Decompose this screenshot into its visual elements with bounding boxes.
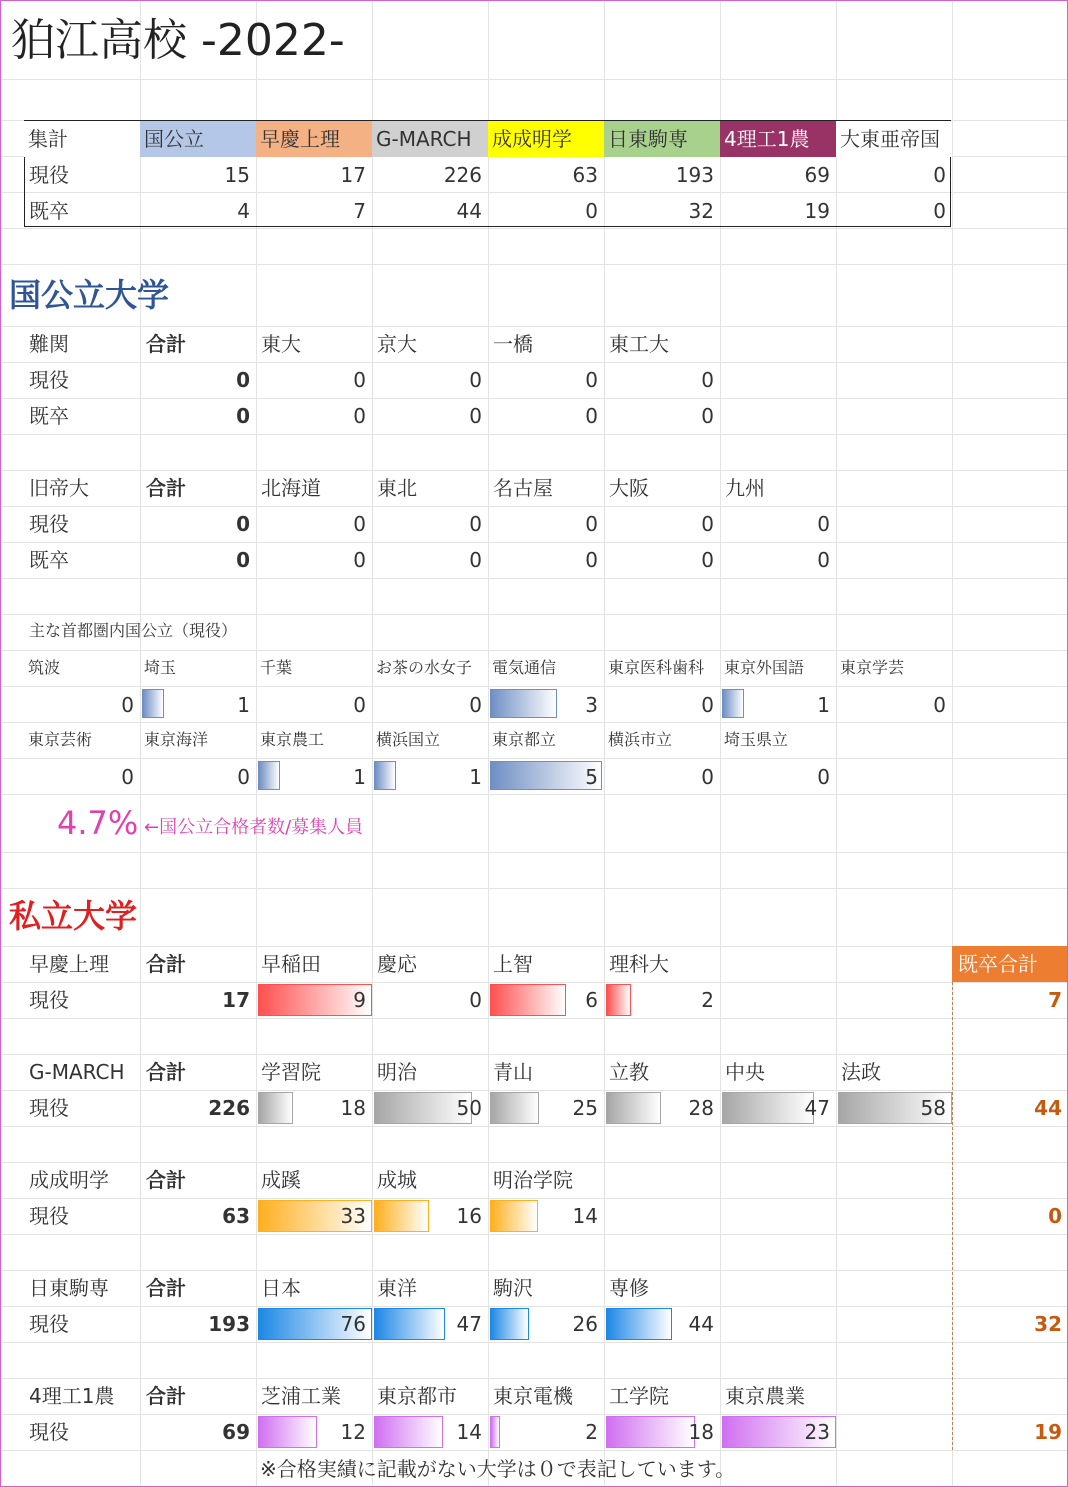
- private-heading: 私立大学: [9, 897, 138, 935]
- public-value: 0: [817, 512, 830, 536]
- private-uni-name: 学習院: [261, 1060, 321, 1084]
- metro-value: 0: [237, 765, 250, 789]
- metro-uni-name: 電気通信: [492, 658, 557, 677]
- metro-uni-name: 東京医科歯科: [608, 658, 705, 677]
- private-group-label: 成成明学: [29, 1168, 109, 1192]
- private-uni-name: 成蹊: [261, 1168, 301, 1192]
- private-uni-name: 立教: [609, 1060, 649, 1084]
- grid-row: [1, 852, 1067, 853]
- summary-table: [24, 120, 951, 227]
- grid-row: [1, 614, 1067, 615]
- private-uni-name: 芝浦工業: [261, 1384, 341, 1408]
- public-value: 0: [701, 368, 714, 392]
- summary-header-label: 集計: [28, 127, 68, 151]
- summary-value: 226: [443, 163, 482, 187]
- public-group-label: 難関: [29, 332, 69, 356]
- grid-row: [1, 1090, 1067, 1091]
- metro-value: 0: [469, 693, 482, 717]
- summary-value: 15: [224, 163, 250, 187]
- grid-row: [1, 228, 1067, 229]
- summary-header-label: G-MARCH: [376, 127, 472, 151]
- footnote: ※合格実績に記載がない大学は０で表記しています。: [260, 1457, 736, 1481]
- public-value: 0: [353, 512, 366, 536]
- private-value: 18: [688, 1420, 714, 1444]
- public-value: 0: [585, 548, 598, 572]
- private-uni-name: 専修: [609, 1276, 649, 1300]
- metro-value: 1: [469, 765, 482, 789]
- grid-row: [1, 794, 1067, 795]
- private-uni-name: 明治: [377, 1060, 417, 1084]
- summary-header-cell: [140, 121, 256, 157]
- grid-row: [1, 722, 1067, 723]
- metro-value: 0: [701, 693, 714, 717]
- summary-header-label: 早慶上理: [260, 127, 340, 151]
- metro-uni-name: お茶の水女子: [376, 658, 473, 677]
- summary-header-label: 大東亜帝国: [840, 127, 940, 151]
- metro-uni-name: 東京海洋: [144, 730, 209, 749]
- private-uni-name: 中央: [725, 1060, 765, 1084]
- private-value: 44: [688, 1312, 714, 1336]
- public-total-label: 合計: [146, 476, 186, 500]
- kisotsu-value: 7: [1048, 988, 1062, 1012]
- grid-row: [1, 1270, 1067, 1271]
- private-uni-name: 東京都市: [377, 1384, 457, 1408]
- kisotsu-header: [952, 946, 1067, 982]
- summary-header-label: 成成明学: [492, 127, 572, 151]
- grid-row: [1, 1306, 1067, 1307]
- metro-uni-name: 横浜国立: [376, 730, 441, 749]
- public-group-label: 旧帝大: [29, 476, 89, 500]
- private-total-value: 193: [208, 1312, 250, 1336]
- summary-value: 17: [340, 163, 366, 187]
- private-total-label: 合計: [146, 1168, 186, 1192]
- public-value: 0: [469, 404, 482, 428]
- private-uni-name: 成城: [377, 1168, 417, 1192]
- metro-uni-name: 千葉: [260, 658, 293, 677]
- private-uni-name: 明治学院: [493, 1168, 573, 1192]
- summary-value: 193: [675, 163, 714, 187]
- grid-row: [1, 79, 1067, 80]
- grid-row: [1, 326, 1067, 327]
- metro-value: 0: [121, 693, 134, 717]
- grid-row: [1, 1198, 1067, 1199]
- summary-header-cell: [488, 121, 604, 157]
- metro-uni-name: 埼玉: [144, 658, 177, 677]
- private-uni-name: 東京電機: [493, 1384, 573, 1408]
- private-group-label: 4理工1農: [29, 1384, 115, 1408]
- private-value: 47: [456, 1312, 482, 1336]
- public-uni-name: 東工大: [609, 332, 669, 356]
- grid-row: [1, 398, 1067, 399]
- metro-value: 0: [933, 693, 946, 717]
- grid-row: [1, 758, 1067, 759]
- metro-value: 3: [585, 693, 598, 717]
- grid-row: [1, 1126, 1067, 1127]
- summary-value: 0: [933, 199, 946, 223]
- private-uni-name: 駒沢: [493, 1276, 533, 1300]
- public-total-label: 合計: [146, 332, 186, 356]
- grid-row: [1, 1378, 1067, 1379]
- private-uni-name: 慶応: [377, 952, 417, 976]
- private-uni-name: 青山: [493, 1060, 533, 1084]
- private-total-value: 69: [222, 1420, 250, 1444]
- grid-row: [1, 1018, 1067, 1019]
- summary-value: 63: [572, 163, 598, 187]
- grid-row: [1, 1162, 1067, 1163]
- private-group-label: 日東駒専: [29, 1276, 109, 1300]
- private-value: 14: [572, 1204, 598, 1228]
- metro-uni-name: 東京都立: [492, 730, 557, 749]
- metro-value: 0: [121, 765, 134, 789]
- public-value: 0: [353, 404, 366, 428]
- public-row-label: 既卒: [29, 548, 69, 572]
- public-value: 0: [469, 512, 482, 536]
- summary-value: 0: [585, 199, 598, 223]
- summary-header-cell: [372, 121, 488, 157]
- private-uni-name: 日本: [261, 1276, 301, 1300]
- metro-uni-name: 東京学芸: [840, 658, 905, 677]
- metro-value: 0: [817, 765, 830, 789]
- private-uni-name: 東洋: [377, 1276, 417, 1300]
- public-value: 0: [353, 368, 366, 392]
- summary-value: 4: [237, 199, 250, 223]
- public-value: 0: [585, 404, 598, 428]
- private-row-label: 現役: [29, 1420, 69, 1444]
- private-value: 16: [456, 1204, 482, 1228]
- summary-value: 44: [456, 199, 482, 223]
- grid-row: [1, 982, 1067, 983]
- kisotsu-value: 0: [1048, 1204, 1062, 1228]
- public-ratio-note: ←国公立合格者数/募集人員: [144, 817, 364, 838]
- private-total-value: 63: [222, 1204, 250, 1228]
- metro-uni-name: 埼玉県立: [724, 730, 789, 749]
- public-value: 0: [817, 548, 830, 572]
- public-heading: 国公立大学: [9, 276, 170, 314]
- private-total-value: 17: [222, 988, 250, 1012]
- private-row-label: 現役: [29, 1096, 69, 1120]
- kisotsu-header-label: 既卒合計: [958, 952, 1038, 976]
- grid-row: [1, 1234, 1067, 1235]
- metro-value: 0: [701, 765, 714, 789]
- summary-header-cell: [836, 121, 952, 157]
- private-uni-name: 工学院: [609, 1384, 669, 1408]
- metro-value: 1: [237, 693, 250, 717]
- public-uni-name: 一橋: [493, 332, 533, 356]
- private-value: 33: [340, 1204, 366, 1228]
- public-row-label: 既卒: [29, 404, 69, 428]
- page-title: 狛江高校 -2022-: [11, 15, 345, 66]
- summary-value: 69: [804, 163, 830, 187]
- public-value: 0: [701, 548, 714, 572]
- public-uni-name: 北海道: [261, 476, 321, 500]
- private-group-label: 早慶上理: [29, 952, 109, 976]
- grid-row: [1, 946, 1067, 947]
- private-value: 25: [572, 1096, 598, 1120]
- private-row-label: 現役: [29, 988, 69, 1012]
- grid-row: [1, 264, 1067, 265]
- private-value: 0: [469, 988, 482, 1012]
- grid-row: [1, 888, 1067, 889]
- public-total-value: 0: [236, 404, 250, 428]
- public-value: 0: [701, 404, 714, 428]
- private-row-label: 現役: [29, 1204, 69, 1228]
- grid-row: [1, 542, 1067, 543]
- public-uni-name: 東北: [377, 476, 417, 500]
- private-uni-name: 理科大: [609, 952, 669, 976]
- private-value: 14: [456, 1420, 482, 1444]
- metro-uni-name: 筑波: [28, 658, 61, 677]
- public-row-label: 現役: [29, 368, 69, 392]
- private-value: 58: [920, 1096, 946, 1120]
- public-value: 0: [585, 368, 598, 392]
- summary-value: 19: [804, 199, 830, 223]
- public-total-value: 0: [236, 368, 250, 392]
- summary-row-label: 現役: [29, 163, 69, 187]
- private-value: 50: [456, 1096, 482, 1120]
- grid-row: [1, 1342, 1067, 1343]
- metro-value: 1: [817, 693, 830, 717]
- public-value: 0: [353, 548, 366, 572]
- grid-row: [1, 362, 1067, 363]
- public-value: 0: [585, 512, 598, 536]
- private-value: 18: [340, 1096, 366, 1120]
- public-value: 0: [469, 368, 482, 392]
- grid-row: [1, 686, 1067, 687]
- grid-row: [1, 650, 1067, 651]
- private-uni-name: 上智: [493, 952, 533, 976]
- public-uni-name: 大阪: [609, 476, 649, 500]
- private-total-value: 226: [208, 1096, 250, 1120]
- private-value: 2: [701, 988, 714, 1012]
- private-value: 47: [804, 1096, 830, 1120]
- public-value: 0: [469, 548, 482, 572]
- private-uni-name: 東京農業: [725, 1384, 805, 1408]
- public-ratio: 4.7%: [57, 804, 139, 842]
- metro-uni-name: 横浜市立: [608, 730, 673, 749]
- summary-value: 0: [933, 163, 946, 187]
- public-total-value: 0: [236, 512, 250, 536]
- kisotsu-value: 44: [1034, 1096, 1062, 1120]
- private-value: 2: [585, 1420, 598, 1444]
- private-value: 9: [353, 988, 366, 1012]
- public-uni-name: 名古屋: [493, 476, 553, 500]
- kisotsu-value: 19: [1034, 1420, 1062, 1444]
- summary-header-cell: [604, 121, 720, 157]
- private-total-label: 合計: [146, 1276, 186, 1300]
- public-uni-name: 東大: [261, 332, 301, 356]
- summary-row-label: 既卒: [29, 199, 69, 223]
- private-value: 76: [340, 1312, 366, 1336]
- metro-value: 1: [353, 765, 366, 789]
- metro-value: 5: [585, 765, 598, 789]
- summary-header-label: 日東駒専: [608, 127, 688, 151]
- grid-row: [1, 1414, 1067, 1415]
- public-uni-name: 九州: [725, 476, 765, 500]
- private-uni-name: 法政: [841, 1060, 881, 1084]
- summary-value: 7: [353, 199, 366, 223]
- grid-row: [1, 506, 1067, 507]
- metro-value: 0: [353, 693, 366, 717]
- summary-header-cell: [720, 121, 836, 157]
- grid-row: [1, 1054, 1067, 1055]
- summary-header-cell: [24, 121, 140, 157]
- summary-header-cell: [256, 121, 372, 157]
- private-uni-name: 早稲田: [261, 952, 321, 976]
- private-group-label: G-MARCH: [29, 1060, 125, 1084]
- private-value: 23: [804, 1420, 830, 1444]
- private-value: 28: [688, 1096, 714, 1120]
- private-value: 12: [340, 1420, 366, 1444]
- private-value: 26: [572, 1312, 598, 1336]
- summary-header-label: 4理工1農: [724, 127, 810, 151]
- grid-row: [1, 578, 1067, 579]
- grid-row: [1, 470, 1067, 471]
- kisotsu-value: 32: [1034, 1312, 1062, 1336]
- private-row-label: 現役: [29, 1312, 69, 1336]
- public-uni-name: 京大: [377, 332, 417, 356]
- metro-title: 主な首都圏内国公立（現役）: [29, 621, 238, 640]
- public-total-value: 0: [236, 548, 250, 572]
- summary-value: 32: [688, 199, 714, 223]
- summary-header-label: 国公立: [144, 127, 204, 151]
- private-value: 6: [585, 988, 598, 1012]
- public-value: 0: [701, 512, 714, 536]
- grid-row: [1, 434, 1067, 435]
- private-total-label: 合計: [146, 952, 186, 976]
- private-total-label: 合計: [146, 1060, 186, 1084]
- metro-uni-name: 東京外国語: [724, 658, 805, 677]
- public-row-label: 現役: [29, 512, 69, 536]
- metro-uni-name: 東京芸術: [28, 730, 93, 749]
- metro-uni-name: 東京農工: [260, 730, 325, 749]
- grid-row: [1, 1450, 1067, 1451]
- private-total-label: 合計: [146, 1384, 186, 1408]
